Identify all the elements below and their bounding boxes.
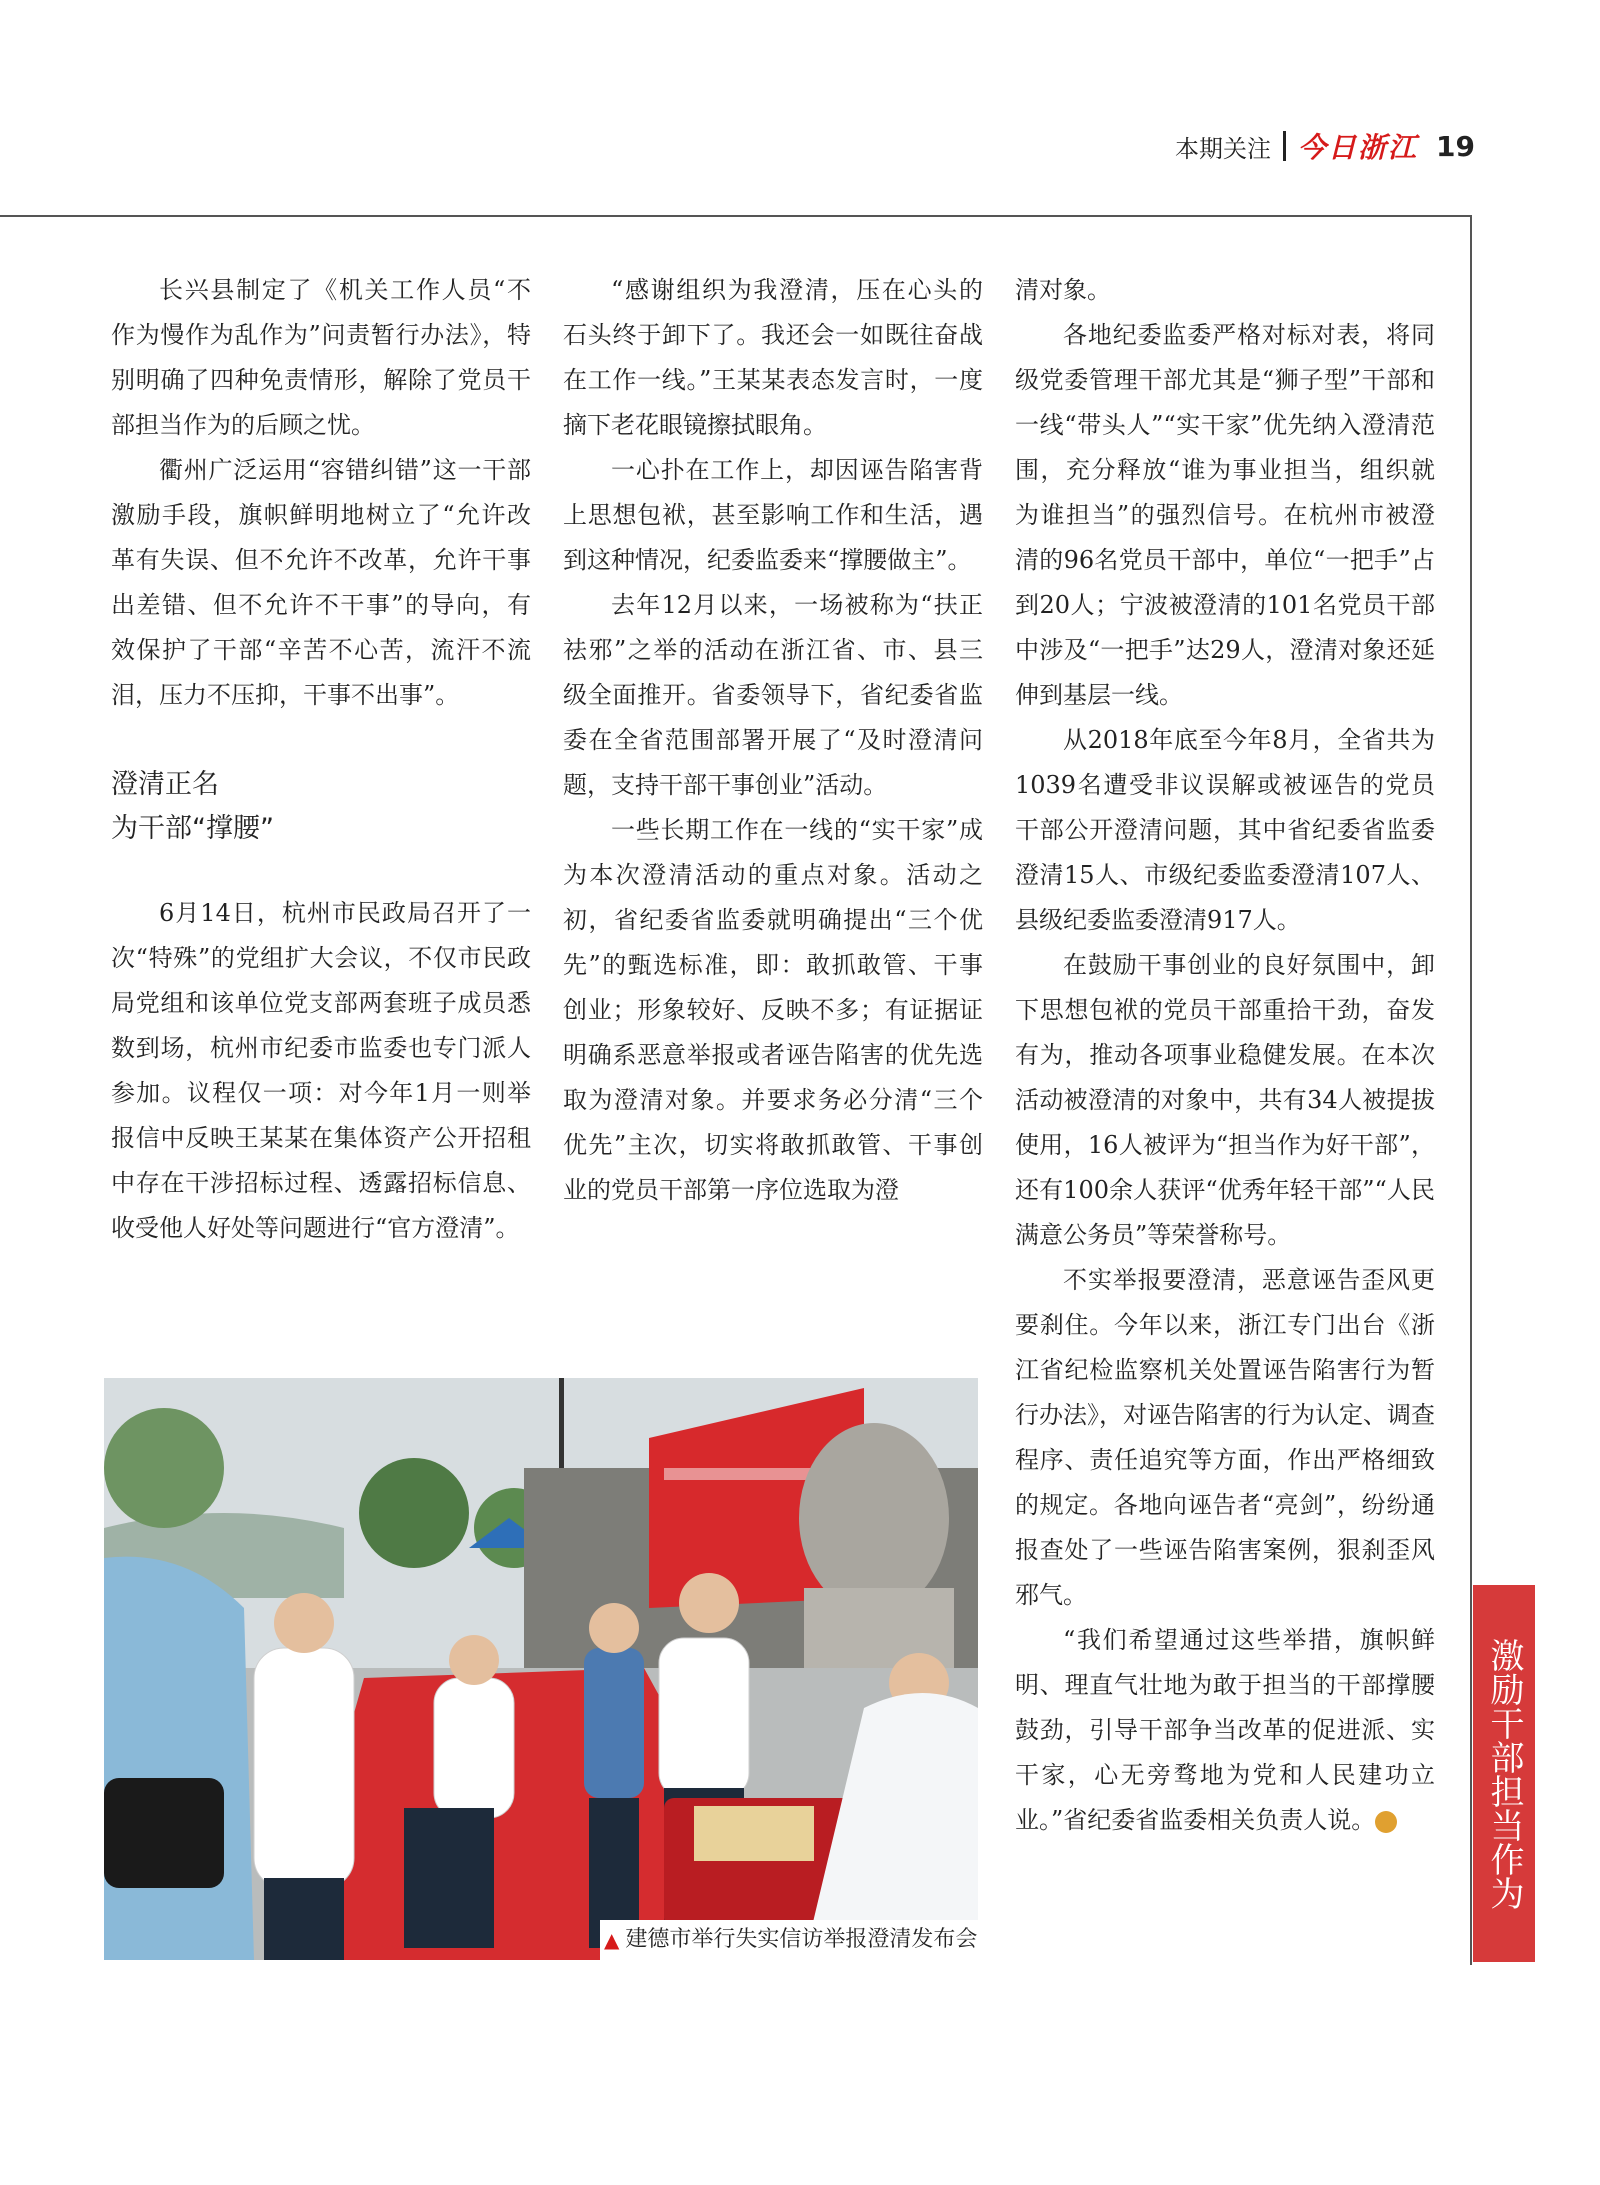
paragraph: 从2018年底至今年8月，全省共为1039名遭受非议误解或被诬告的党员干部公开澄清问题，其中省纪委省监委澄清15人、市级纪委监委澄清107人、县级纪委监委澄清917人。 (1015, 726, 1435, 934)
paragraph: 长兴县制定了《机关工作人员“不作为慢作为乱作为”问责暂行办法》，特别明确了四种免责情形，解除了党员干部担当作为的后顾之忧。 (111, 276, 531, 439)
paragraph: 各地纪委监委严格对标对表，将同级党委管理干部尤其是“狮子型”干部和一线“带头人”“实干家”优先纳入澄清范围，充分释放“谁为事业担当，组织就为谁担当”的强烈信号。在杭州市被澄清的96名党员干部中，单位“一把手”占到20人；宁波被澄清的101名党员干部中涉及“一把手”达29人，澄清对象还延伸到基层一线。 (1015, 321, 1435, 709)
section-label: 本期关注 (1175, 134, 1272, 163)
caption-text: 建德市举行失实信访举报澄清发布会 (625, 1927, 978, 1952)
page-number: 19 (1436, 129, 1475, 163)
paragraph: “感谢组织为我澄清，压在心头的石头终于卸下了。我还会一如既往奋战在工作一线。”王某某表态发言时，一度摘下老花眼镜擦拭眼角。 (563, 276, 983, 439)
magazine-logo: 今日浙江 (1298, 131, 1419, 164)
top-rule (0, 215, 1472, 217)
subheading (111, 763, 531, 851)
paragraph: 不实举报要澄清，恶意诬告歪风更要刹住。今年以来，浙江专门出台《浙江省纪检监察机关处置诬告陷害行为暂行办法》，对诬告陷害的行为认定、调查程序、责任追究等方面，作出严格细致的规定。各地向诬告者“亮剑”，纷纷通报查处了一些诬告陷害案例，狠刹歪风邪气。 (1015, 1266, 1435, 1609)
paragraph-text: “我们希望通过这些举措，旗帜鲜明、理直气壮地为敢于担当的干部撑腰鼓劲，引导干部争当改革的促进派、实干家，心无旁骛地为党和人民建功立业。”省纪委省监委相关负责人说。 (1015, 1626, 1435, 1834)
event-photo (104, 1378, 978, 1960)
paragraph: 6月14日，杭州市民政局召开了一次“特殊”的党组扩大会议，不仅市民政局党组和该单位党支部两套班子成员悉数到场，杭州市纪委市监委也专门派人参加。议程仅一项：对今年1月一则举报信中反映王某某在集体资产公开招租中存在干涉招标过程、透露招标信息、收受他人好处等问题进行“官方澄清”。 (111, 899, 531, 1242)
column-2 (563, 268, 983, 1213)
subheading-line-2: 为干部“撑腰” (111, 813, 274, 844)
section-sidebar-tab: 激励干部担当作为 (1473, 1585, 1535, 1962)
column-1 (111, 268, 531, 1251)
page-header (1175, 126, 1475, 166)
photo-illustration (104, 1378, 978, 1960)
paragraph: 去年12月以来，一场被称为“扶正祛邪”之举的活动在浙江省、市、县三级全面推开。省委领导下，省纪委省监委在全省范围部署开展了“及时澄清问题，支持干部干事创业”活动。 (563, 591, 983, 799)
paragraph: 在鼓励干事创业的良好氛围中，卸下思想包袱的党员干部重拾干劲，奋发有为，推动各项事业稳健发展。在本次活动被澄清的对象中，共有34人被提拔使用，16人被评为“担当作为好干部”，还有100余人获评“优秀年轻干部”“人民满意公务员”等荣誉称号。 (1015, 951, 1435, 1249)
paragraph: 衢州广泛运用“容错纠错”这一干部激励手段，旗帜鲜明地树立了“允许改革有失误、但不允许不改革，允许干事出差错、但不允许不干事”的导向，有效保护了干部“辛苦不心苦，流汗不流泪，压力不压抑，干事不出事”。 (111, 456, 531, 709)
right-rule (1470, 215, 1472, 1965)
paragraph (1015, 1618, 1438, 1843)
end-mark-icon: 今 (1375, 1811, 1397, 1833)
header-divider (1283, 131, 1286, 161)
triangle-icon: ▲ (604, 1928, 620, 1952)
column-3 (1015, 268, 1438, 1843)
subheading-line-1: 澄清正名 (111, 769, 219, 800)
paragraph: 清对象。 (1015, 276, 1111, 304)
photo-caption (600, 1920, 978, 1960)
paragraph: 一些长期工作在一线的“实干家”成为本次澄清活动的重点对象。活动之初，省纪委省监委就明确提出“三个优先”的甄选标准，即：敢抓敢管、干事创业；形象较好、反映不多；有证据证明确系恶意举报或者诬告陷害的优先选取为澄清对象。并要求务必分清“三个优先”主次，切实将敢抓敢管、干事创业的党员干部第一序位选取为澄 (563, 816, 983, 1204)
paragraph: 一心扑在工作上，却因诬告陷害背上思想包袱，甚至影响工作和生活，遇到这种情况，纪委监委来“撑腰做主”。 (563, 456, 983, 574)
